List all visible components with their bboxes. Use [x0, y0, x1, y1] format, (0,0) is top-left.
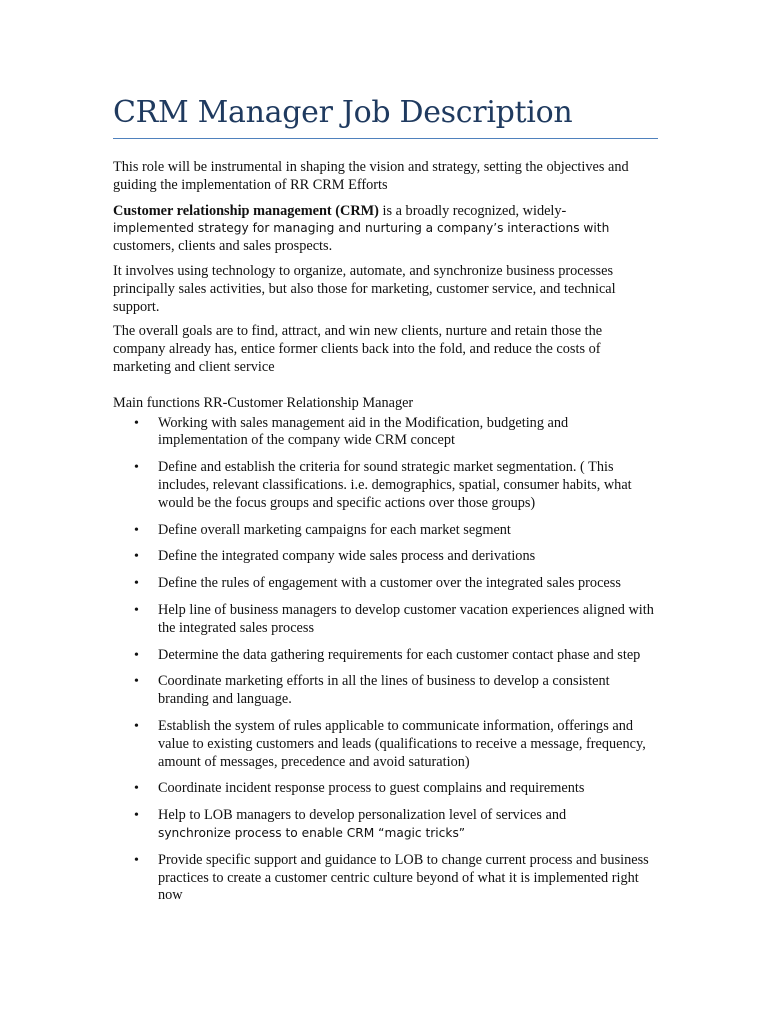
- list-item: [113, 673, 658, 709]
- list-item-text: Define and establish the criteria for sound strategic market segmentation. ( This includes, relevant classifications. i.e. demographics, spatial, consumer habits, what would be the focus groups and specific actions over those groups): [158, 459, 632, 511]
- list-item: [113, 459, 658, 512]
- list-item: [113, 718, 658, 771]
- crm-definition-part-a: is a broadly recognized, widely-: [378, 202, 567, 219]
- list-item-text: Coordinate incident response process to guest complains and requirements: [158, 780, 585, 797]
- list-item: [113, 415, 658, 451]
- list-item: [113, 522, 658, 540]
- goals-paragraph: The overall goals are to find, attract, and win new clients, nurture and retain those the company already has, entice former clients back into the fold, and reduce the costs of marketing and client service: [113, 323, 603, 375]
- crm-definition-part-b: implemented strategy for managing and nurturing a company’s interactions with: [113, 221, 610, 236]
- bullet-icon: •: [134, 602, 139, 618]
- bullet-icon: •: [134, 647, 139, 663]
- bullet-icon: •: [134, 460, 139, 476]
- intro-paragraph: This role will be instrumental in shaping the vision and strategy, setting the objectives and guiding the implementation of RR CRM Efforts: [113, 159, 629, 193]
- list-item-text: Help to LOB managers to develop personalization level of services and: [158, 807, 567, 824]
- list-item-text: Working with sales management aid in the Modification, budgeting and implementation of the company wide CRM concept: [158, 414, 569, 449]
- document-page: [113, 0, 658, 914]
- list-item: [113, 548, 658, 566]
- list-item: [113, 647, 658, 665]
- list-item-text: Define overall marketing campaigns for each market segment: [158, 521, 511, 538]
- bullet-icon: •: [134, 415, 139, 431]
- list-item-text: Establish the system of rules applicable to communicate information, offerings and value to existing customers and leads (qualifications to receive a message, frequency, amount of messages, precedence and avoid saturation): [158, 717, 646, 770]
- list-item-text: Determine the data gathering requirements for each customer contact phase and step: [158, 646, 641, 663]
- list-item: [113, 602, 658, 638]
- list-item-text: Define the rules of engagement with a customer over the integrated sales process: [158, 575, 621, 592]
- bullet-icon: •: [134, 674, 139, 690]
- list-item: [113, 575, 658, 593]
- bullet-icon: •: [134, 781, 139, 797]
- list-item: [113, 780, 658, 798]
- list-item-text-line2: synchronize process to enable CRM “magic tricks”: [158, 825, 466, 840]
- bullet-icon: •: [134, 718, 139, 734]
- list-item-text: Define the integrated company wide sales process and derivations: [158, 548, 536, 565]
- list-item: [113, 807, 658, 843]
- list-item-text: Help line of business managers to develop customer vacation experiences aligned with the integrated sales process: [158, 601, 654, 636]
- list-item-text: Coordinate marketing efforts in all the lines of business to develop a consistent branding and language.: [158, 673, 610, 708]
- list-item-text: Provide specific support and guidance to LOB to change current process and business practices to create a customer centric culture beyond of what it is implemented right now: [158, 851, 649, 904]
- bullet-icon: •: [134, 808, 139, 824]
- crm-definition-part-c: customers, clients and sales prospects.: [113, 238, 333, 255]
- bullet-icon: •: [134, 852, 139, 868]
- document-title: CRM Manager Job Description: [113, 94, 658, 139]
- bullet-icon: •: [134, 549, 139, 565]
- main-functions-heading: Main functions RR-Customer Relationship Manager: [113, 394, 414, 411]
- list-item: [113, 852, 658, 905]
- crm-term: Customer relationship management (CRM): [113, 202, 379, 219]
- crm-definition-paragraph: [113, 203, 658, 256]
- bullet-icon: •: [134, 576, 139, 592]
- functions-list: [113, 415, 658, 906]
- bullet-icon: •: [134, 522, 139, 538]
- technology-paragraph: It involves using technology to organize, automate, and synchronize business processes principally sales activities, but also those for marketing, customer service, and technical support.: [113, 262, 616, 315]
